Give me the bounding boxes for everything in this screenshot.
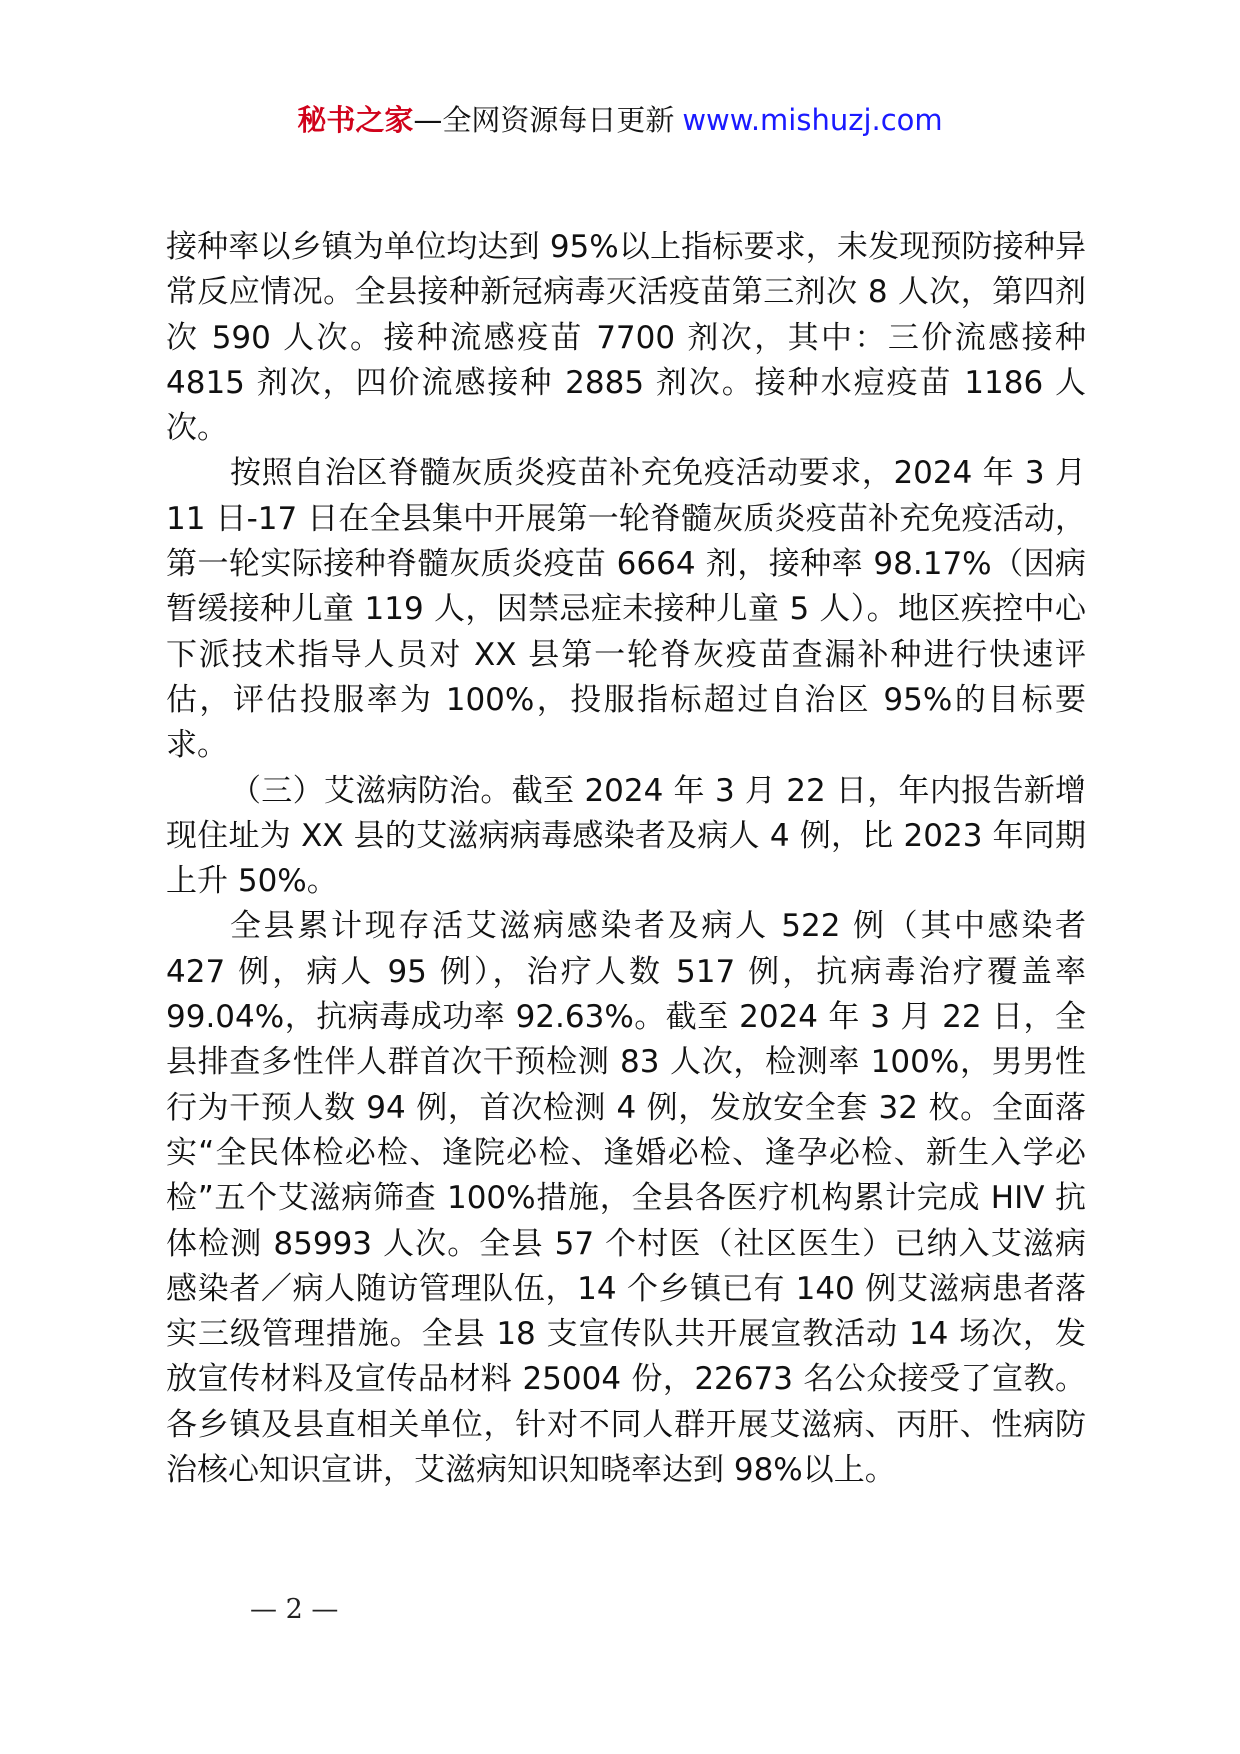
brand-name: 秘书之家	[297, 103, 414, 137]
paragraph-vaccination-rate: 接种率以乡镇为单位均达到 95%以上指标要求，未发现预防接种异常反应情况。全县接种新冠病毒灭活疫苗第三剂次 8 人次，第四剂次 590 人次。接种流感疫苗 7700 剂次，其中：三价流感接种 4815 剂次，四价流感接种 2885 剂次。接种水痘疫苗 1186 人次。	[166, 229, 1086, 447]
page-header	[0, 100, 1240, 140]
paragraph-polio-campaign: 按照自治区脊髓灰质炎疫苗补充免疫活动要求，2024 年 3 月 11 日-17 日在全县集中开展第一轮脊髓灰质炎疫苗补充免疫活动，第一轮实际接种脊髓灰质炎疫苗 6664 剂，接种率 98.17%（因病暂缓接种儿童 119 人，因禁忌症未接种儿童 5 人）。地区疾控中心下派技术指导人员对 XX 县第一轮脊灰疫苗查漏补种进行快速评估，评估投服率为 100%，投服指标超过自治区 95%的目标要求。	[166, 455, 1086, 764]
header-tagline: —全网资源每日更新	[413, 103, 675, 137]
document-body	[166, 225, 1086, 1493]
paragraph-aids-prevention-heading: （三）艾滋病防治。截至 2024 年 3 月 22 日，年内报告新增现住址为 XX 县的艾滋病病毒感染者及病人 4 例，比 2023 年同期上升 50%。	[166, 772, 1086, 900]
page-number: — 2 —	[250, 1594, 339, 1625]
site-url-link[interactable]: www.mishuzj.com	[682, 103, 943, 137]
paragraph-aids-statistics: 全县累计现存活艾滋病感染者及病人 522 例（其中感染者 427 例，病人 95 例），治疗人数 517 例，抗病毒治疗覆盖率 99.04%，抗病毒成功率 92.63%。截至 2024 年 3 月 22 日，全县排查多性伴人群首次干预检测 83 人次，检测率 100%，男男性行为干预人数 94 例，首次检测 4 例，发放安全套 32 枚。全面落实“全民体检必检、逢院必检、逢婚必检、逢孕必检、新生入学必检”五个艾滋病筛查 100%措施，全县各医疗机构累计完成 HIV 抗体检测 85993 人次。全县 57 个村医（社区医生）已纳入艾滋病感染者／病人随访管理队伍，14 个乡镇已有 140 例艾滋病患者落实三级管理措施。全县 18 支宣传队共开展宣教活动 14 场次，发放宣传材料及宣传品材料 25004 份，22673 名公众接受了宣教。各乡镇及县直相关单位，针对不同人群开展艾滋病、丙肝、性病防治核心知识宣讲，艾滋病知识知晓率达到 98%以上。	[166, 908, 1086, 1489]
